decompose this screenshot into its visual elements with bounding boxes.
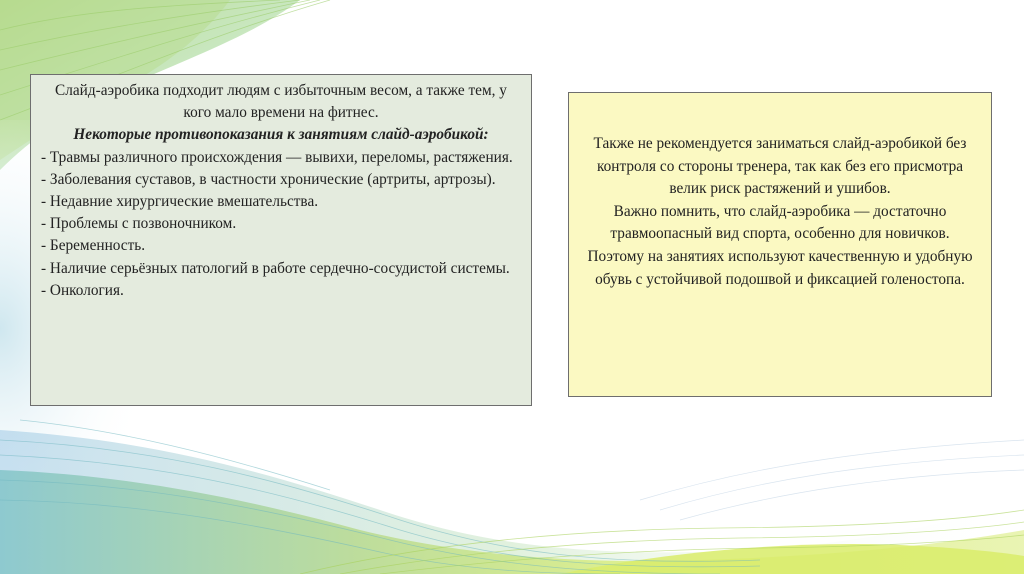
- list-item: - Травмы различного происхождения — вывихи, переломы, растяжения.: [41, 148, 513, 166]
- recommendations-box: [568, 92, 992, 397]
- contraindications-box: [30, 74, 532, 406]
- recommendation-paragraph-2: Важно помнить, что слайд-аэробика — достаточно травмоопасный вид спорта, особенно для новичков. Поэтому на занятиях используют качественную и удобную обувь с устойчивой подошвой и фиксацией голеностопа.: [587, 202, 973, 288]
- contraindications-heading: Некоторые противопоказания к занятиям слайд-аэробикой:: [73, 126, 489, 144]
- list-item: - Проблемы с позвоночником.: [41, 215, 237, 233]
- list-item: - Недавние хирургические вмешательства.: [41, 193, 319, 211]
- recommendation-paragraph-1: Также не рекомендуется заниматься слайд-аэробикой без контроля со стороны тренера, так как без его присмотра велик риск растяжений и ушибов.: [593, 135, 967, 198]
- list-item: - Онкология.: [41, 281, 124, 299]
- list-item: - Заболевания суставов, в частности хронические (артриты, артрозы).: [41, 170, 496, 188]
- intro-text: Слайд-аэробика подходит людям с избыточным весом, а также тем, у кого мало времени на фитнес.: [55, 82, 507, 122]
- list-item: - Наличие серьёзных патологий в работе сердечно-сосудистой системы.: [41, 259, 510, 277]
- list-item: - Беременность.: [41, 237, 146, 255]
